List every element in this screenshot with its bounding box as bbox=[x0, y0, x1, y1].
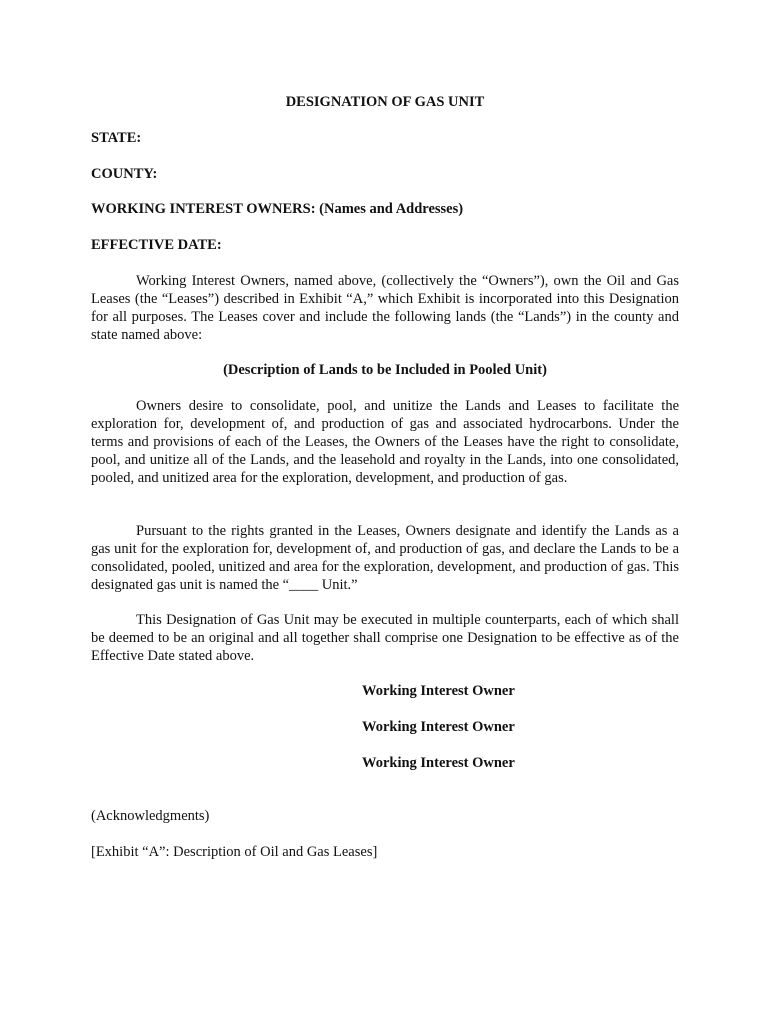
working-interest-owners-label: WORKING INTEREST OWNERS: (Names and Addresses) bbox=[91, 201, 464, 217]
ownership-paragraph: Working Interest Owners, named above, (collectively the “Owners”), own the Oil and Gas Leases (the “Leases”) described in Exhibit “A,” which Exhibit is incorporated into this Designation for all purposes. The Leases cover and include the following lands (the “Lands”) in the county and state named above: bbox=[91, 273, 679, 343]
signature-line: Working Interest Owner bbox=[362, 719, 515, 735]
lands-description-heading: (Description of Lands to be Included in Pooled Unit) bbox=[223, 362, 547, 378]
state-label: STATE: bbox=[91, 130, 142, 146]
signature-line: Working Interest Owner bbox=[362, 755, 515, 771]
designation-paragraph: Pursuant to the rights granted in the Leases, Owners designate and identify the Lands as a gas unit for the exploration for, development of, and production of gas, and declare the Lands to be a consolidated, pooled, unitized and area for the exploration, development, and production of gas. This designated gas unit is named the “____ Unit.” bbox=[91, 523, 679, 593]
county-label: COUNTY: bbox=[91, 166, 158, 182]
counterparts-paragraph: This Designation of Gas Unit may be executed in multiple counterparts, each of which shall be deemed to be an original and all together shall comprise one Designation to be effective as of the Effective Date stated above. bbox=[91, 612, 679, 664]
effective-date-label: EFFECTIVE DATE: bbox=[91, 237, 222, 253]
signature-line: Working Interest Owner bbox=[362, 683, 515, 699]
acknowledgments-line: (Acknowledgments) bbox=[91, 808, 210, 824]
exhibit-line: [Exhibit “A”: Description of Oil and Gas Leases] bbox=[91, 844, 378, 860]
document-title: DESIGNATION OF GAS UNIT bbox=[285, 94, 485, 110]
consolidation-paragraph: Owners desire to consolidate, pool, and unitize the Lands and Leases to facilitate the exploration for, development of, and production of gas and associated hydrocarbons. Under the terms and provisions of each of the Leases, the Owners of the Leases have the right to consolidate, pool, and unitize all of the Lands, and the leasehold and royalty in the Lands, into one consolidated, pooled, and unitized area for the exploration, development, and production of gas. bbox=[91, 398, 679, 486]
